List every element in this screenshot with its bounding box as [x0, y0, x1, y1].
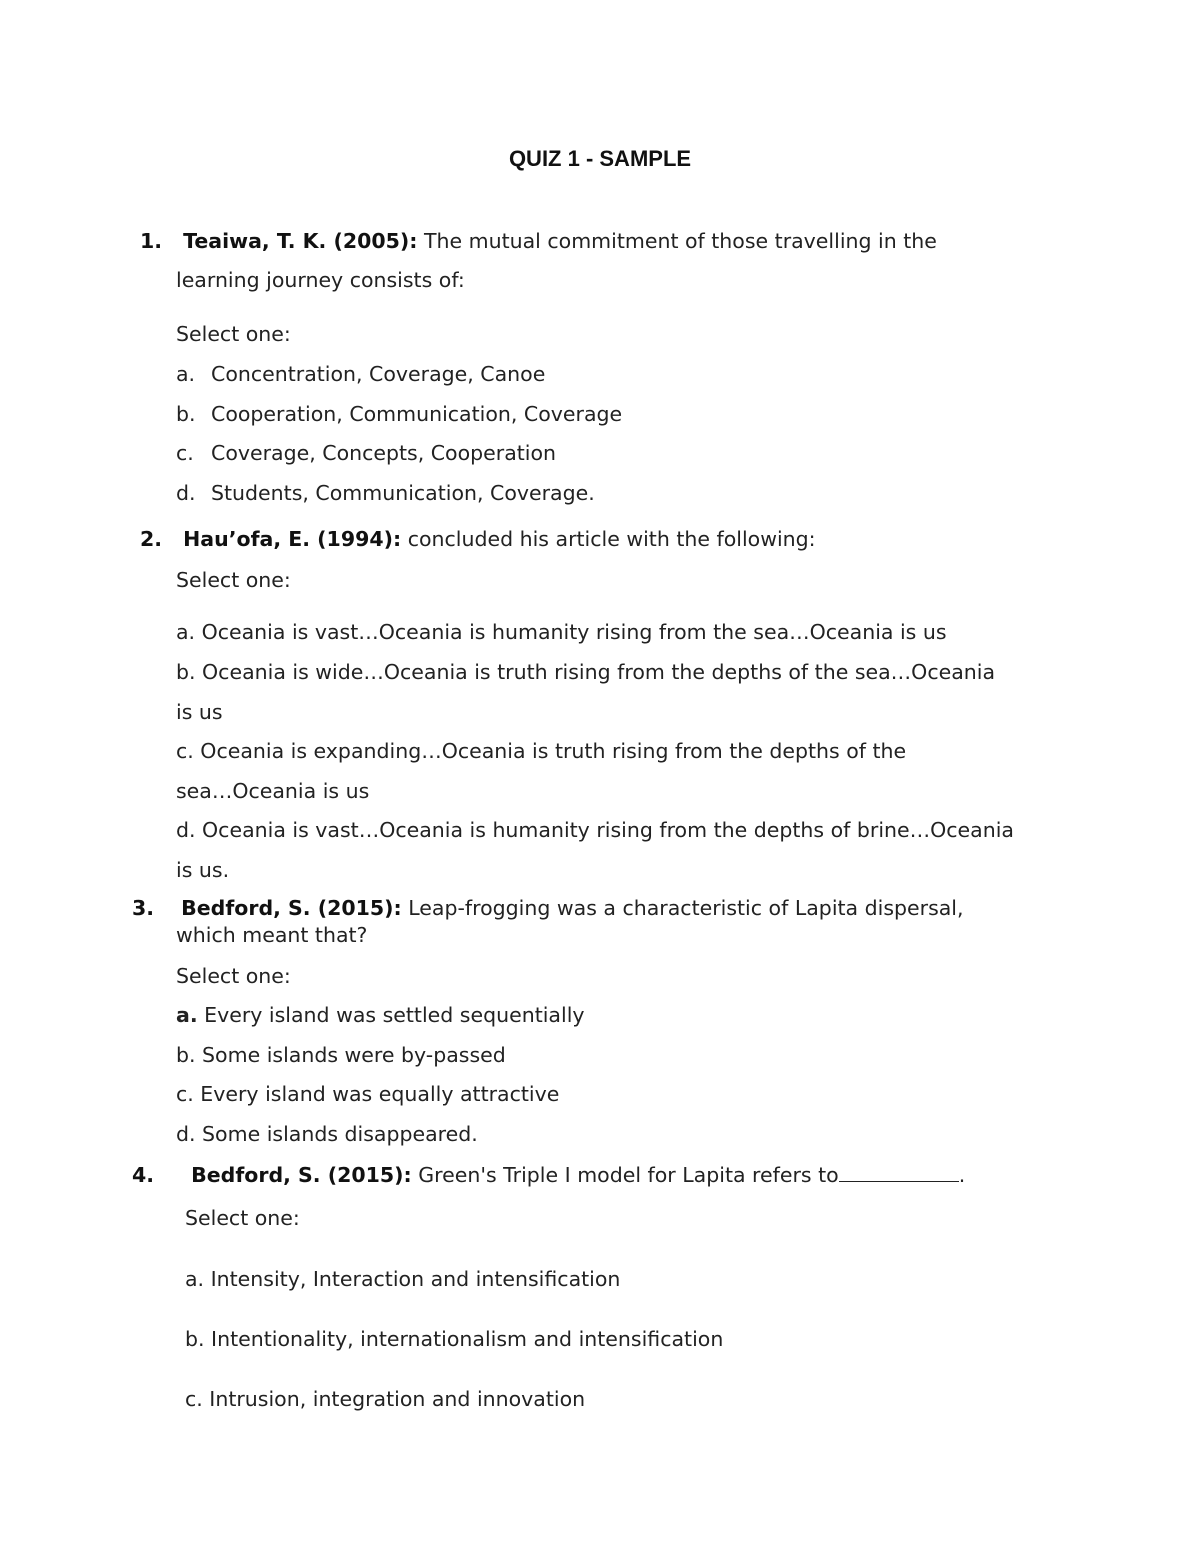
option-item: b. Some islands were by-passed — [176, 1043, 506, 1067]
option-item: a. Oceania is vast…Oceania is humanity rising from the sea…Oceania is us — [176, 620, 947, 644]
option-letter: a. — [176, 362, 196, 386]
question-citation: Bedford, S. (2015): — [181, 896, 402, 920]
option-item: c. Oceania is expanding…Oceania is truth rising from the depths of the — [176, 739, 907, 763]
option-item: d. Some islands disappeared. — [176, 1122, 478, 1146]
question-number: 3. — [132, 896, 155, 920]
page-title: QUIZ 1 - SAMPLE — [508, 146, 692, 171]
option-item — [176, 404, 622, 425]
option-item: c. Every island was equally attractive — [176, 1082, 560, 1106]
option-item: c. Intrusion, integration and innovation — [185, 1387, 586, 1411]
option-item: b. Oceania is wide…Oceania is truth rising from the depths of the sea…Oceania — [176, 660, 996, 684]
question-3-header — [132, 898, 964, 919]
option-letter: b. — [176, 402, 196, 426]
option-text: Concentration, Coverage, Canoe — [211, 362, 546, 386]
select-one-label: Select one: — [176, 964, 291, 988]
question-citation: Hau’ofa, E. (1994): — [183, 527, 402, 551]
option-item — [176, 443, 556, 464]
option-item — [176, 364, 545, 385]
option-letter: d. — [176, 481, 196, 505]
question-text-continued: which meant that? — [176, 923, 368, 947]
question-text-end: . — [958, 1163, 966, 1187]
question-text: Leap-frogging was a characteristic of Lapita dispersal, — [401, 896, 964, 920]
question-2-header — [140, 529, 816, 550]
question-text: concluded his article with the following: — [401, 527, 816, 551]
option-item: b. Intentionality, internationalism and intensification — [185, 1327, 724, 1351]
question-text: Green's Triple I model for Lapita refers to — [411, 1163, 839, 1187]
option-item-continued: sea…Oceania is us — [176, 779, 370, 803]
option-text: Cooperation, Communication, Coverage — [211, 402, 623, 426]
question-4-header — [132, 1163, 965, 1186]
question-number: 1. — [140, 229, 163, 253]
select-one-label: Select one: — [176, 568, 291, 592]
option-item-continued: is us. — [176, 858, 230, 882]
question-citation: Teaiwa, T. K. (2005): — [183, 229, 418, 253]
option-text: Every island was settled sequentially — [197, 1003, 585, 1027]
question-text: The mutual commitment of those travelling in the — [417, 229, 937, 253]
question-number: 2. — [140, 527, 163, 551]
question-text-continued: learning journey consists of: — [176, 268, 465, 292]
option-text: Students, Communication, Coverage. — [211, 481, 595, 505]
option-item-continued: is us — [176, 700, 223, 724]
fill-in-blank — [839, 1163, 959, 1182]
option-item: a. Intensity, Interaction and intensification — [185, 1267, 621, 1291]
option-item — [176, 483, 595, 504]
question-citation: Bedford, S. (2015): — [191, 1163, 412, 1187]
question-1-header — [140, 231, 937, 252]
option-letter: c. — [176, 441, 194, 465]
select-one-label: Select one: — [185, 1206, 300, 1230]
question-number: 4. — [132, 1163, 155, 1187]
option-letter: a. — [176, 1003, 198, 1027]
option-text: Coverage, Concepts, Cooperation — [211, 441, 557, 465]
select-one-label: Select one: — [176, 322, 291, 346]
option-item: d. Oceania is vast…Oceania is humanity rising from the depths of brine…Oceania — [176, 818, 1014, 842]
option-item — [176, 1005, 585, 1026]
